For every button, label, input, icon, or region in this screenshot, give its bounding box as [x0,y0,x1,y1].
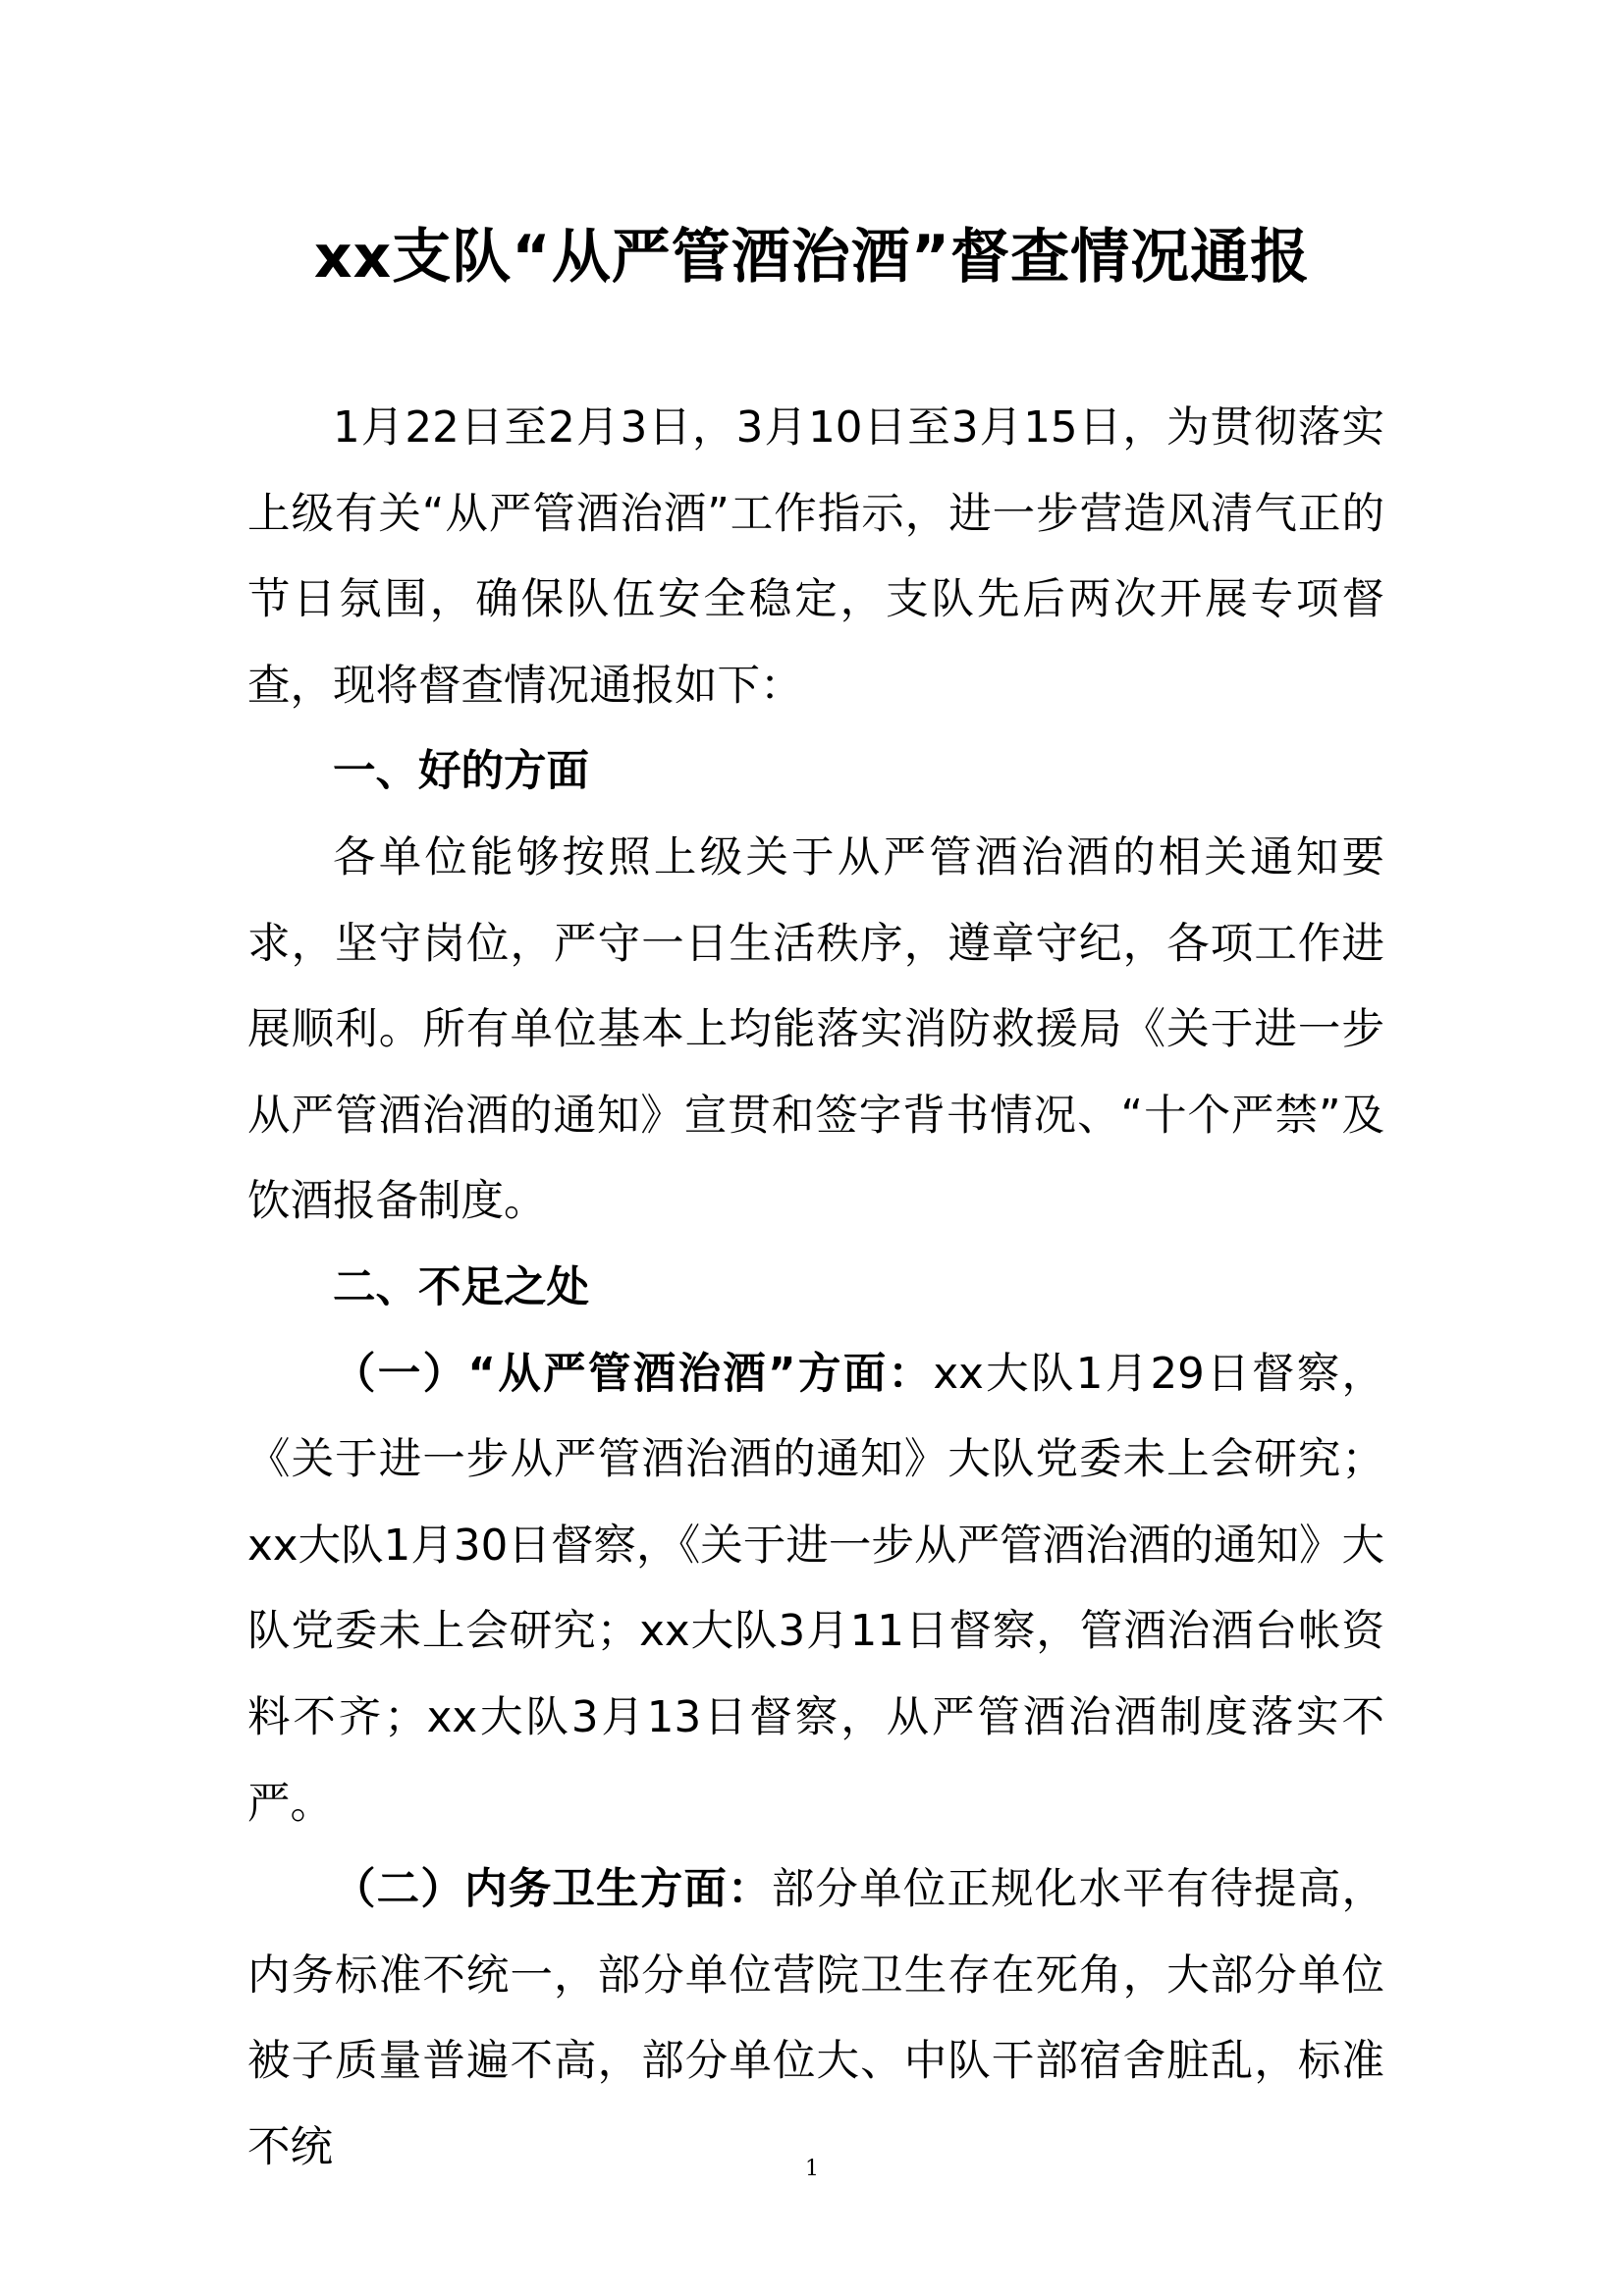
section-heading-shortcomings: 二、不足之处 [333,1262,589,1312]
item-drinking-paragraph [247,1332,1384,1848]
section-good-paragraph: 各单位能够按照上级关于从严管酒治酒的相关通知要求，坚守岗位，严守一日生活秩序，遵章守纪，各项工作进展顺利。所有单位基本上均能落实消防救援局《关于进一步从严管酒治酒的通知》宣贯和签字背书情况、“十个严禁”及饮酒报备制度。 [247,832,1384,1227]
item-drinking-text: xx大队1月29日督察，《关于进一步从严管酒治酒的通知》大队党委未上会研究；xx大队1月30日督察，《关于进一步从严管酒治酒的通知》大队党委未上会研究；xx大队3月11日督察，管酒治酒台帐资料不齐；xx大队3月13日督察，从严管酒治酒制度落实不严。 [247,1349,1385,1829]
section-heading-good: 一、好的方面 [333,747,589,797]
item-housekeeping-text: 部分单位正规化水平有待提高，内务标准不统一，部分单位营院卫生存在死角，大部分单位被子质量普遍不高，部分单位大、中队干部宿舍脏乱，标准不统 [247,1865,1385,2172]
document-title: xx支队“从严管酒治酒”督查情况通报 [313,223,1311,292]
intro-paragraph: 1月22日至2月3日，3月10日至3月15日，为贯彻落实上级有关“从严管酒治酒”工作指示，进一步营造风清气正的节日氛围，确保队伍安全稳定，支队先后两次开展专项督查，现将督查情况通报如下： [247,403,1384,711]
item-drinking-label: （一）“从严管酒治酒”方面： [333,1349,934,1399]
document-body [247,386,1384,2191]
page-number: 1 [805,2157,819,2181]
item-housekeeping-paragraph [247,1847,1384,2191]
item-housekeeping-label: （二）内务卫生方面： [333,1865,772,1915]
